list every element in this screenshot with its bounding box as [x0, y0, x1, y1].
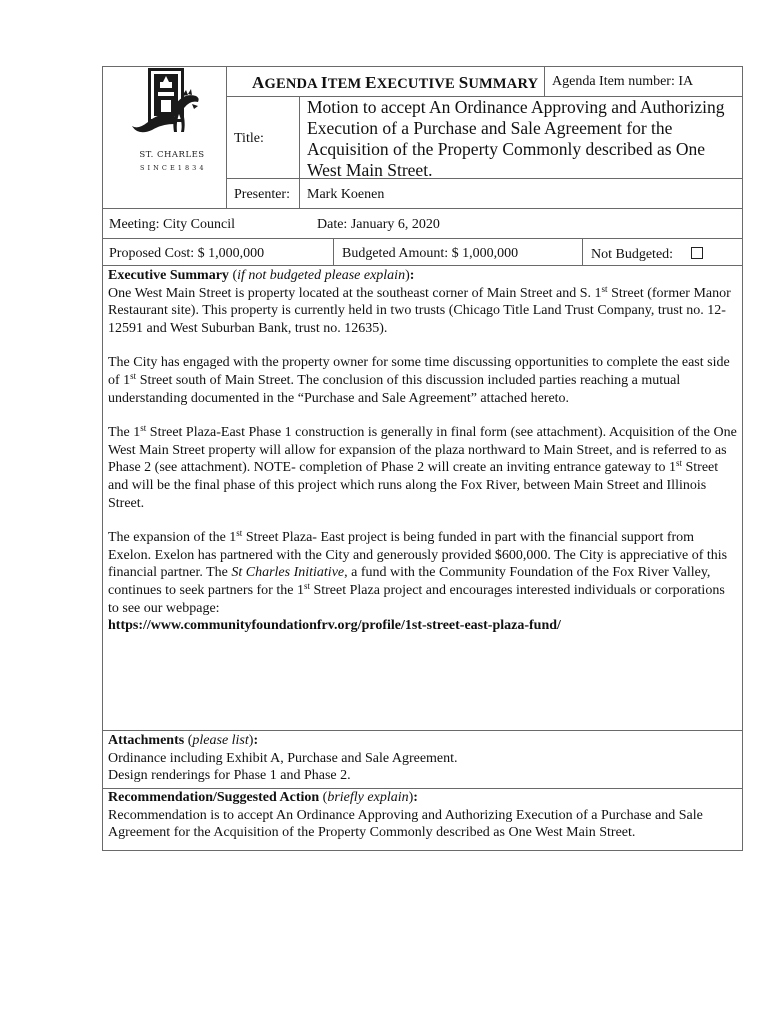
title-text: Motion to accept An Ordinance Approving and Authorizing Execution of a Purchase and Sale Agreement for the Acquisition of the Property Commonly described as One West Main Street.: [307, 97, 725, 180]
recommendation-text: Recommendation is to accept An Ordinance Approving and Authorizing Execution of a Purchase and Sale Agreement for the Acquisition of the Property Commonly described as One West Main Street.: [108, 807, 703, 841]
checkbox-icon[interactable]: [691, 247, 703, 259]
summary-paragraph-4: The expansion of the 1st Street Plaza- East project is being funded in part with the financial support from Exelon. Exelon has partnered with the City and generously provided $600,000. The City is appreciative of this financial partner. The St Charles Initiative, a fund with the Community Foundation of the Fox River Valley, continues to seek partners for the 1st Street Plaza project and encourages interested individuals or corporations to see our webpage: https://www.communityfoundationfrv.org/profile/1st-street-east-plaza-fund/: [108, 528, 728, 634]
summary-divider: [102, 265, 743, 266]
form-title: AGENDA ITEM EXECUTIVE SUMMARY: [252, 73, 539, 92]
not-budgeted: Not Budgeted:: [591, 246, 703, 263]
title-label-divider: [299, 96, 300, 208]
meeting: Meeting: City Council: [109, 217, 235, 232]
logo-name: ST. CHARLES: [139, 150, 205, 160]
recommendation-heading: Recommendation/Suggested Action (briefly explain):: [108, 790, 418, 805]
fund-link[interactable]: https://www.communityfoundationfrv.org/profile/1st-street-east-plaza-fund/: [108, 618, 561, 634]
cost-divider-1: [333, 238, 334, 265]
executive-summary: [108, 267, 738, 652]
st-charles-logo: [130, 66, 214, 176]
logo-since: S I N C E 1 8 3 4: [140, 164, 204, 172]
cost-divider: [102, 238, 743, 239]
proposed-cost: Proposed Cost: $ 1,000,000: [109, 246, 265, 261]
budgeted-amount: Budgeted Amount: $ 1,000,000: [342, 246, 519, 261]
meeting-divider: [102, 208, 743, 209]
st-charles-logo-icon: [130, 66, 214, 148]
presenter-label: Presenter:: [234, 187, 290, 202]
attachments-heading: Attachments (please list):: [108, 733, 259, 748]
attachments-divider: [102, 730, 743, 731]
title-label: Title:: [234, 131, 264, 146]
attachment-item: Design renderings for Phase 1 and Phase 2.: [108, 768, 351, 784]
presenter-name: Mark Koenen: [307, 187, 385, 202]
attachment-item: Ordinance including Exhibit A, Purchase and Sale Agreement.: [108, 750, 458, 766]
summary-paragraph-1: One West Main Street is property located at the southeast corner of Main Street and S. 1st Street (former Manor Restaurant site). This property is currently held in two trusts (Chicago Title Land Trust Company, trust no. 12-12591 and West Suburban Bank, trust no. 12635).: [108, 283, 731, 336]
summary-paragraph-3: The 1st Street Plaza-East Phase 1 construction is generally in final form (see attachment). Acquisition of the One West Main Street property will allow for expansion of the plaza northward to Main Street, and is referred to as Phase 2 (see attachment). NOTE- completion of Phase 2 will create an inviting entrance gateway to 1st Street and will be the final phase of this project which runs along the Fox River, between Main Street and Illinois Street.: [108, 423, 737, 511]
recommendation-section: [108, 789, 738, 842]
summary-heading: Executive Summary (if not budgeted please explain):: [108, 268, 415, 283]
attachments-section: [108, 732, 738, 785]
meeting-date: Date: January 6, 2020: [317, 217, 440, 232]
cost-divider-2: [582, 238, 583, 265]
logo-divider: [226, 66, 227, 208]
agenda-divider: [544, 66, 545, 96]
summary-paragraph-2: The City has engaged with the property owner for some time discussing opportunities to complete the east side of 1st Street south of Main Street. The conclusion of this discussion included parties reaching a mutual understanding documented in the “Purchase and Sale Agreement” attached hereto.: [108, 355, 730, 406]
agenda-item-number: Agenda Item number: IA: [552, 74, 694, 89]
